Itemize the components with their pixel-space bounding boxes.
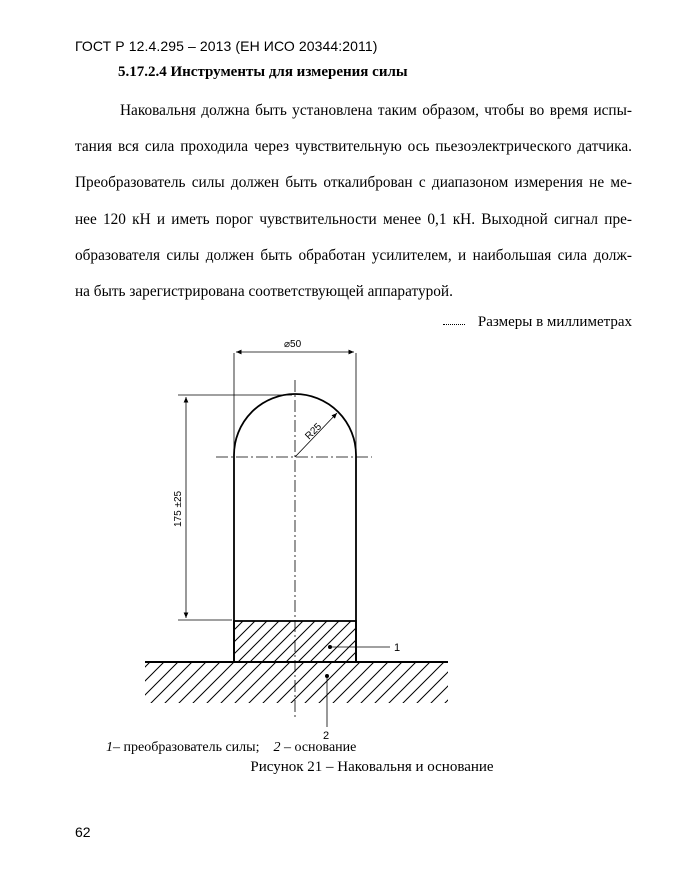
- figure-legend: [106, 740, 356, 756]
- section-title: 5.17.2.4 Инструменты для измерения силы: [118, 64, 408, 80]
- legend-1-number: 1: [106, 740, 113, 755]
- paragraph-line: Преобразователь силы должен быть откалиброван с диапазоном измерения не ме-: [75, 174, 632, 192]
- figure-caption-wrap: [0, 759, 680, 776]
- paragraph-line: образователя силы должен быть обработан усилителем, и наибольшая сила долж-: [75, 246, 632, 264]
- ground-hatching: [145, 663, 448, 703]
- paragraph-line: нее 120 кН и иметь порог чувствительности менее 0,1 кН. Выходной сигнал пре-: [75, 210, 632, 228]
- page-number: 62: [75, 824, 91, 840]
- legend-2-text: – основание: [283, 740, 357, 755]
- diameter-label: ⌀50: [284, 339, 302, 350]
- legend-2-number: 2: [273, 740, 281, 755]
- callout-1-label: 1: [394, 642, 401, 654]
- paragraph-line: Наковальня должна быть установлена таким образом, чтобы во время испы-: [120, 102, 632, 119]
- height-label: 175 ±25: [173, 490, 184, 527]
- callout-2-label: 2: [323, 730, 330, 742]
- figure-caption: Рисунок 21 – Наковальня и основание: [250, 759, 494, 775]
- paragraph-line: тания вся сила проходила через чувствительную ось пьезоэлектрического датчика.: [75, 138, 632, 156]
- dimensions-note: Размеры в миллиметрах: [477, 314, 632, 330]
- legend-1-text: – преобразователь силы;: [113, 740, 260, 755]
- document-header: ГОСТ Р 12.4.295 – 2013 (ЕН ИСО 20344:2011): [75, 38, 378, 54]
- radius-label: R25: [303, 421, 325, 443]
- paragraph-line: на быть зарегистрирована соответствующей аппаратурой.: [75, 283, 453, 301]
